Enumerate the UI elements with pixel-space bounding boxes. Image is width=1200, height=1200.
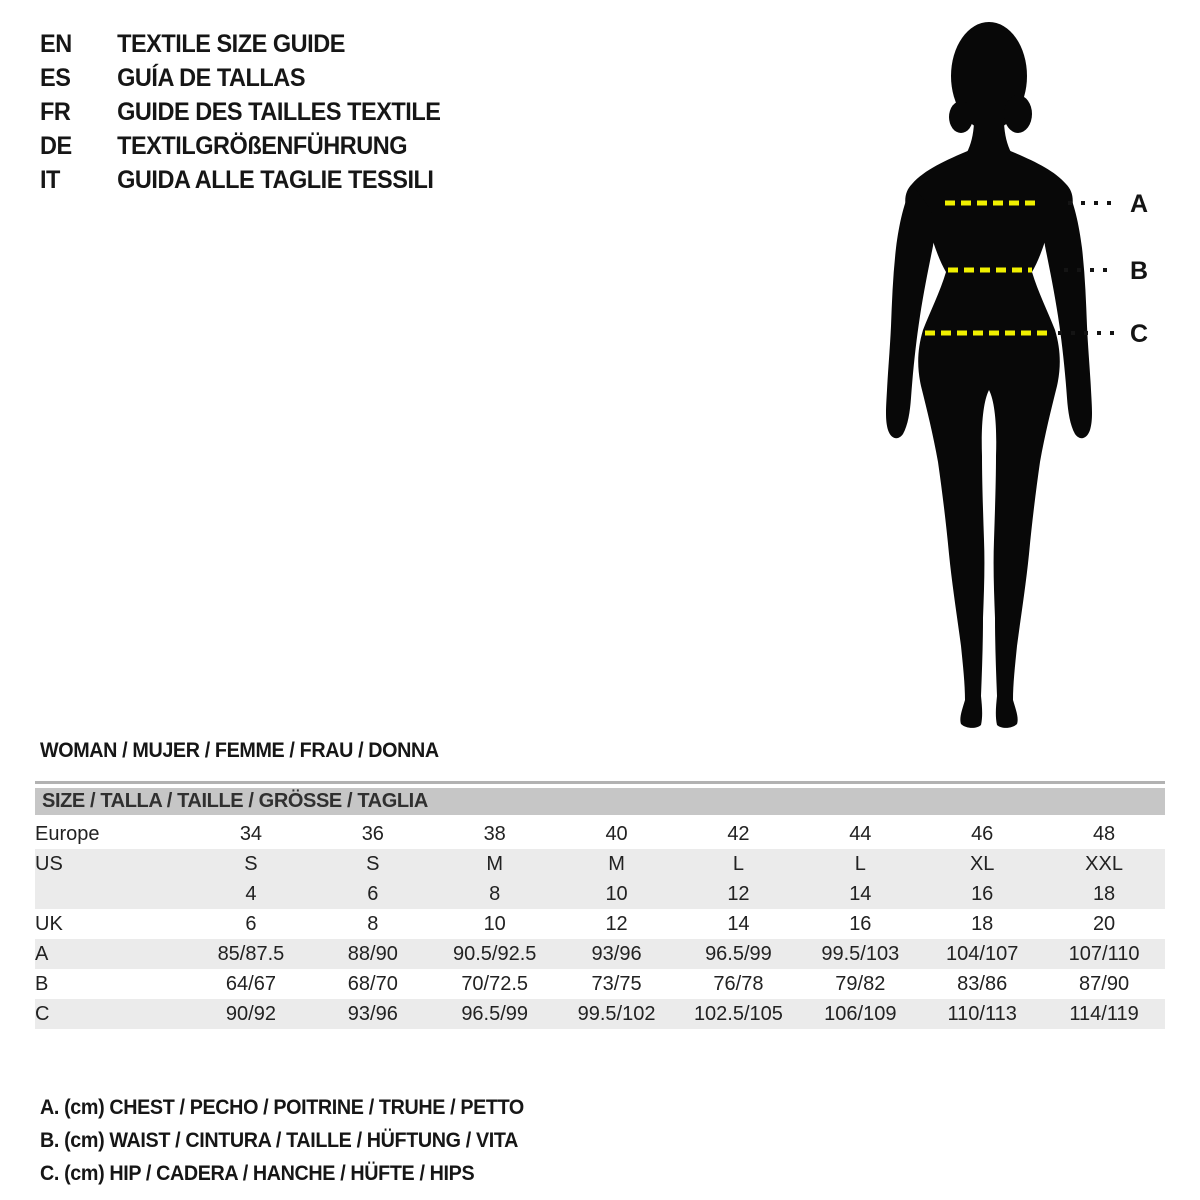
size-cell: 83/86	[957, 972, 1008, 995]
size-cell: 104/107	[946, 942, 1019, 965]
row-label	[35, 879, 190, 909]
size-cell: M	[486, 852, 504, 875]
size-cell: 90/92	[225, 1002, 276, 1025]
size-cell: 36	[361, 822, 384, 845]
size-cell: 16	[849, 912, 872, 935]
size-cell: 8	[489, 882, 501, 905]
size-cell: 70/72.5	[461, 972, 529, 995]
size-cell: 10	[605, 882, 628, 905]
title-text: GUIDA ALLE TAGLIE TESSILI	[117, 166, 434, 194]
legend-chest: A. (cm) CHEST / PECHO / POITRINE / TRUHE / PETTO	[40, 1096, 524, 1119]
size-cell: 12	[605, 912, 628, 935]
size-cell: 93/96	[591, 942, 642, 965]
size-cell: 79/82	[835, 972, 886, 995]
row-label: A	[35, 942, 49, 965]
size-cell: 106/109	[824, 1002, 897, 1025]
silhouette-hair-left	[949, 101, 973, 133]
lang-code: FR	[40, 98, 71, 126]
row-label: UK	[35, 912, 63, 935]
hip-label: C	[1130, 320, 1149, 348]
size-row-us	[35, 849, 1165, 879]
size-cell: 38	[483, 822, 506, 845]
size-cell: 96.5/99	[705, 942, 772, 965]
size-cell: XXL	[1085, 852, 1123, 875]
size-cell: 42	[727, 822, 750, 845]
measure-legend	[40, 1091, 524, 1190]
size-cell: 14	[727, 912, 750, 935]
size-row-uk	[35, 909, 1165, 939]
size-cell: S	[244, 852, 258, 875]
size-cell: 46	[971, 822, 994, 845]
silhouette-hair-right	[1004, 95, 1032, 133]
size-cell: 68/70	[347, 972, 398, 995]
size-cell: 96.5/99	[461, 1002, 529, 1025]
size-cell: 6	[367, 882, 379, 905]
size-cell: L	[732, 852, 744, 875]
size-cell: 90.5/92.5	[452, 942, 537, 965]
size-cell: 99.5/102	[577, 1002, 656, 1025]
row-label: Europe	[35, 822, 100, 845]
size-cell: 14	[849, 882, 872, 905]
size-table	[35, 788, 1165, 1029]
legend-hip: C. (cm) HIP / CADERA / HANCHE / HÜFTE / HIPS	[40, 1162, 475, 1185]
size-cell: 34	[239, 822, 263, 845]
size-cell: 18	[1092, 882, 1116, 905]
waist-label: B	[1130, 257, 1149, 285]
size-cell: 64/67	[225, 972, 276, 995]
size-cell: S	[366, 852, 380, 875]
size-cell: 107/110	[1068, 942, 1140, 965]
row-label: US	[35, 852, 63, 875]
size-row-waist	[35, 969, 1165, 999]
size-row-europe	[35, 817, 1165, 849]
title-text: TEXTILE SIZE GUIDE	[117, 30, 345, 58]
size-cell: L	[854, 852, 866, 875]
title-row-de	[40, 132, 440, 166]
size-table-header: SIZE / TALLA / TAILLE / GRÖSSE / TAGLIA	[35, 788, 1165, 817]
size-cell: 44	[849, 822, 872, 845]
title-row-es	[40, 64, 440, 98]
row-label: B	[35, 972, 49, 995]
woman-silhouette-figure	[880, 18, 1180, 736]
title-text: TEXTILGRÖßENFÜHRUNG	[117, 132, 408, 160]
title-text: GUÍA DE TALLAS	[117, 64, 306, 92]
size-cell: 48	[1092, 822, 1116, 845]
legend-waist: B. (cm) WAIST / CINTURA / TAILLE / HÜFTUNG / VITA	[40, 1129, 518, 1152]
size-cell: XL	[969, 852, 995, 875]
title-text: GUIDE DES TAILLES TEXTILE	[117, 98, 441, 126]
size-cell: 88/90	[347, 942, 398, 965]
size-cell: 87/90	[1079, 972, 1130, 995]
lang-code: EN	[40, 30, 72, 58]
title-row-en	[40, 30, 440, 64]
size-cell: 73/75	[591, 972, 642, 995]
size-cell: 102.5/105	[693, 1002, 783, 1025]
size-cell: 85/87.5	[217, 942, 285, 965]
title-block	[40, 30, 440, 200]
size-cell: 10	[483, 912, 506, 935]
size-cell: 110/113	[947, 1002, 1017, 1025]
size-cell: 8	[367, 912, 379, 935]
chest-label: A	[1130, 190, 1149, 218]
lang-code: ES	[40, 64, 71, 92]
lang-code: IT	[40, 166, 60, 194]
size-cell: M	[608, 852, 625, 875]
size-row-us-numeric	[35, 879, 1165, 909]
size-cell: 16	[971, 882, 994, 905]
size-cell: 76/78	[713, 972, 764, 995]
table-top-rule	[35, 781, 1165, 784]
size-cell: 99.5/103	[821, 942, 900, 965]
size-cell: 18	[971, 912, 994, 935]
lang-code: DE	[40, 132, 72, 160]
size-cell: 93/96	[347, 1002, 398, 1025]
size-cell: 6	[245, 912, 257, 935]
title-row-it	[40, 166, 440, 200]
row-label: C	[35, 1002, 50, 1025]
size-cell: 4	[245, 882, 257, 905]
size-cell: 114/119	[1069, 1002, 1139, 1025]
size-table-header-row	[35, 788, 1165, 817]
title-row-fr	[40, 98, 440, 132]
size-cell: 40	[605, 822, 628, 845]
size-row-chest	[35, 939, 1165, 969]
size-cell: 12	[727, 882, 750, 905]
size-cell: 20	[1092, 912, 1116, 935]
size-row-hip	[35, 999, 1165, 1029]
section-heading: WOMAN / MUJER / FEMME / FRAU / DONNA	[40, 739, 439, 762]
